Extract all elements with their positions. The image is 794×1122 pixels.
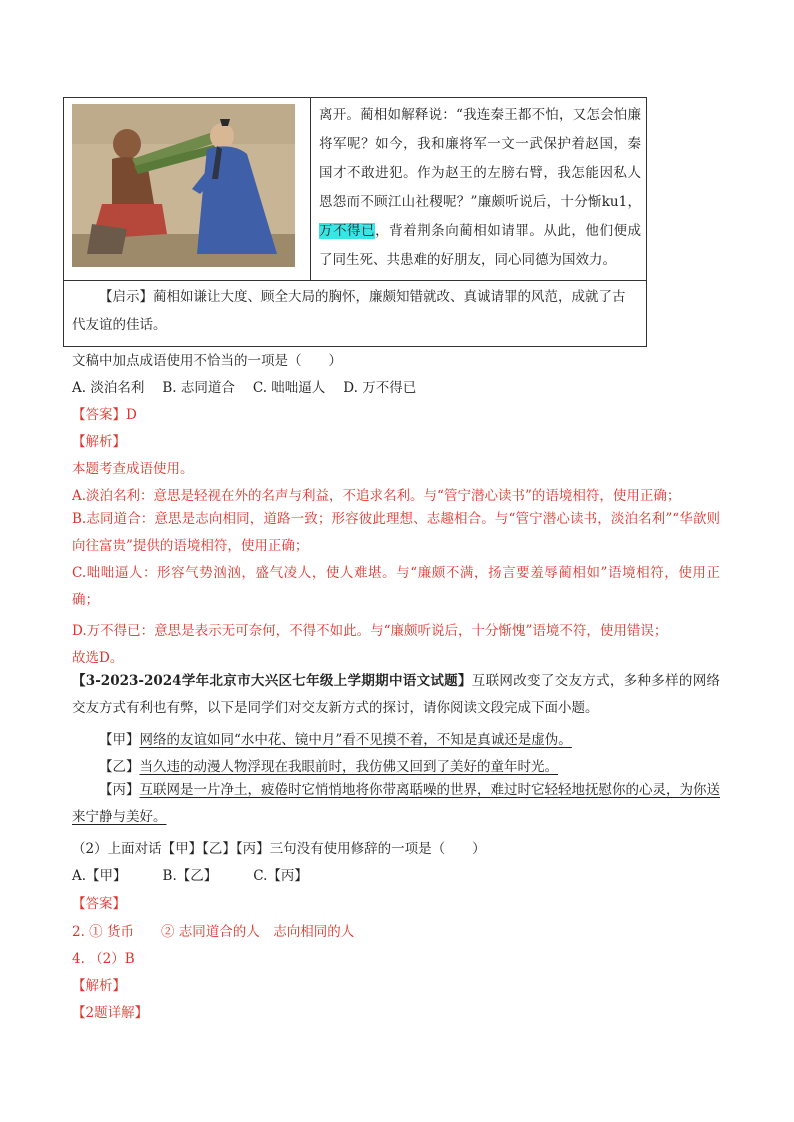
sentence-bing [72,777,720,831]
q1-analysis-line: 故选D。 [72,650,124,666]
sentence-jia [72,728,572,748]
q2-option-b: B.【乙】 [162,868,218,884]
section-intro [72,668,720,722]
story-text-before: 离开。蔺相如解释说：“我连秦王都不怕，又怎会怕廉将军呢？如今，我和廉将军一文一武保护着赵国，秦国才不敢进犯。作为赵王的左膀右臂，我怎能因私人恩怨而不顾江山社稷呢？”廉颇听说后，十分惭ku1， [319,107,641,210]
q1-analysis-line: B.志同道合：意思是志向相同，道路一致；形容彼此理想、志趣相合。与“管宁潜心读书，淡泊名利”“华歆则向往富贵”提供的语境相符，使用正确； [72,511,720,554]
story-table [63,97,647,347]
yi-text: 当久违的动漫人物浮现在我眼前时，我仿佛又回到了美好的童年时光。 [139,759,558,775]
q2-analysis-label: 【解析】 [72,978,126,994]
q2-stem: （2）上面对话【甲】【乙】【丙】三句没有使用修辞的一项是（ ） [72,841,486,857]
highlighted-idiom: 万不得已 [319,223,376,239]
story-text [319,101,641,275]
q2-answer-label: 【答案】 [72,896,126,912]
q1-option-a: A. 淡泊名利 [72,380,145,396]
yi-label: 【乙】 [99,759,140,775]
story-image-cell [64,98,311,280]
q1-answer: 【答案】D [72,407,137,423]
section-source: 【3-2023-2024学年北京市大兴区七年级上学期期中语文试题】 [72,673,472,689]
jia-text: 网络的友谊如同“水中花、镜中月”看不见摸不着，不知是真诚还是虚伪。 [139,732,572,748]
q1-option-c: C. 咄咄逼人 [252,380,326,396]
q2-detail-label: 【2题详解】 [72,1005,149,1021]
q2-options [72,864,326,884]
q2-option-a: A.【甲】 [72,868,127,884]
bing-text: 互联网是一片净土，疲倦时它悄悄地将你带离聒噪的世界，难过时它轻轻地抚慰你的心灵，为你送来宁静与美好。 [72,782,720,825]
q1-analysis-line: 本题考查成语使用。 [72,461,194,477]
story-text-after: ，背着荆条向蔺相如请罪。从此，他们便成了同生死、共患难的好朋友，同心同德为国效力。 [319,223,642,268]
story-illustration-art [72,104,295,267]
q1-analysis-line: D.万不得已：意思是表示无可奈何，不得不如此。与“廉颇听说后，十分惭愧”语境不符，使用错误； [72,623,668,639]
q1-option-b: B. 志同道合 [162,380,235,396]
q1-option-d: D. 万不得已 [343,380,417,396]
q1-analysis-line: C.咄咄逼人：形容气势汹汹，盛气凌人，使人难堪。与“廉颇不满，扬言要羞辱蔺相如”语境相符，使用正确； [72,565,720,608]
story-illustration [72,104,295,267]
q2-answer-line: 2. ① 货币 ② 志同道合的人 志向相同的人 [72,924,355,940]
bing-label: 【丙】 [99,782,140,798]
jia-label: 【甲】 [99,732,140,748]
q1-analysis-label: 【解析】 [72,434,126,450]
story-row-top [64,98,646,281]
q2-answer-line: 4. （2）B [72,951,135,967]
q1-stem: 文稿中加点成语使用不恰当的一项是（ ） [72,353,342,369]
q1-analysis-line: A.淡泊名利：意思是轻视在外的名声与利益，不追求名利。与“管宁潜心读书”的语境相符，使用正确； [72,488,681,504]
story-inspiration: 【启示】蔺相如谦让大度、顾全大局的胸怀，廉颇知错就改、真诚请罪的风范，成就了古代友谊的佳话。 [72,289,626,333]
q1-options [72,376,434,396]
q2-option-c: C.【丙】 [253,868,308,884]
section-intro-text: 互联网改变了交友方式，多种多样的网络交友方式有利也有弊，以下是同学们对交友新方式的探讨，请你阅读文段完成下面小题。 [72,673,721,716]
sentence-yi [72,755,558,775]
